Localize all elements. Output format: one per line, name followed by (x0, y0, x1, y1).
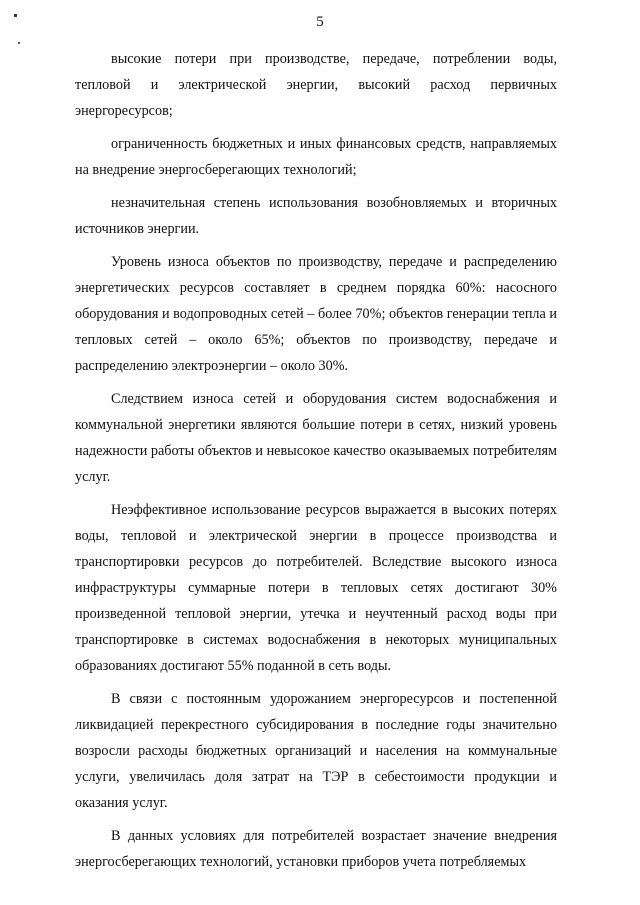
scan-speck (18, 42, 20, 44)
paragraph-consequences: Следствием износа сетей и оборудования систем водоснабжения и коммунальной энергетики являются большие потери в сетях, низкий уровень надежности работы объектов и невысокое качество оказываемых потребителям услуг. (75, 391, 557, 485)
list-item-renewables: незначительная степень использования возобновляемых и вторичных источников энергии. (75, 195, 557, 237)
document-body (75, 46, 557, 875)
list-item-funding: ограниченность бюджетных и иных финансовых средств, направляемых на внедрение энергосберегающих технологий; (75, 136, 557, 178)
paragraph-conclusion: В данных условиях для потребителей возрастает значение внедрения энергосберегающих технологий, установки приборов учета потребляемых (75, 828, 557, 870)
paragraph-wear-level: Уровень износа объектов по производству, передаче и распределению энергетических ресурсов составляет в среднем порядка 60%: насосного оборудования и водопроводных сетей – более 70%; объектов генерации тепла и тепловых сетей – около 65%; объектов по производству, передаче и распределению электроэнергии – около 30%. (75, 254, 557, 374)
paragraph-cost-increase: В связи с постоянным удорожанием энергоресурсов и постепенной ликвидацией перекрестного субсидирования в последние годы значительно возросли расходы бюджетных организаций и населения на коммунальные услуги, увеличилась доля затрат на ТЭР в себестоимости продукции и оказания услуг. (75, 691, 557, 811)
paragraph-inefficiency: Неэффективное использование ресурсов выражается в высоких потерях воды, тепловой и электрической энергии в процессе производства и транспортировки ресурсов до потребителей. Вследствие высокого износа инфраструктуры суммарные потери в тепловых сетях достигают 30% произведенной тепловой энергии, утечка и неучтенный расход воды при транспортировке в системах водоснабжения в некоторых муниципальных образованиях достигают 55% поданной в сеть воды. (75, 502, 557, 674)
list-item-losses: высокие потери при производстве, передаче, потреблении воды, тепловой и электрической энергии, высокий расход первичных энергоресурсов; (75, 51, 557, 119)
page-number: 5 (316, 14, 324, 30)
